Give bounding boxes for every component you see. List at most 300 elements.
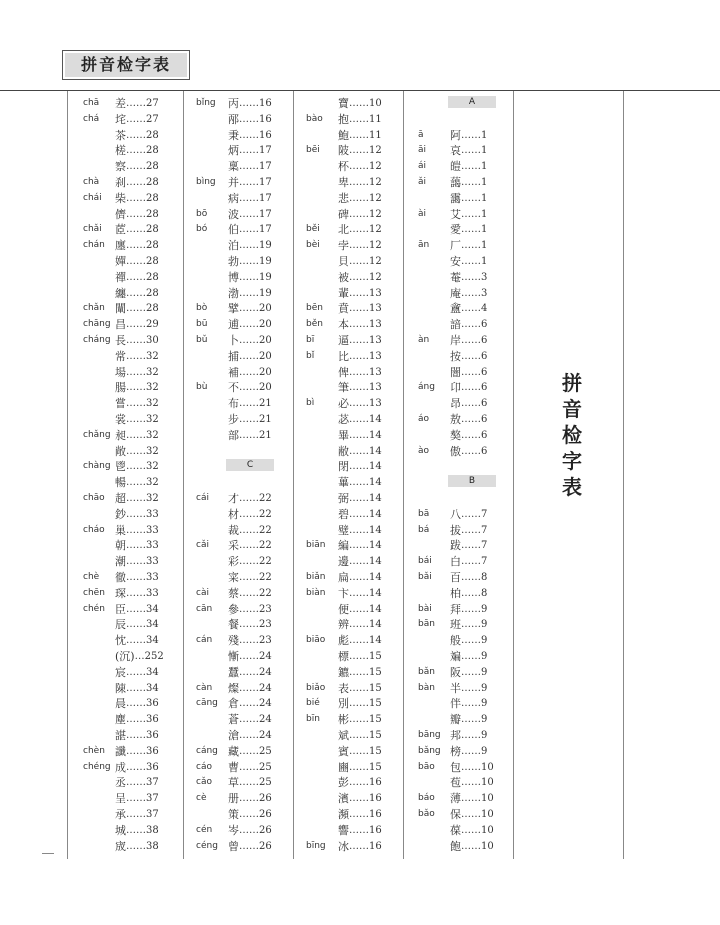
page-number: ……13 bbox=[349, 303, 382, 315]
section-letter: B bbox=[448, 475, 496, 487]
character: 逼 bbox=[338, 334, 349, 347]
page-number: ……34 bbox=[126, 619, 159, 631]
character: 渤 bbox=[228, 286, 239, 300]
page-number: ……3 bbox=[461, 271, 488, 283]
pinyin: chén bbox=[83, 603, 105, 614]
page-number: ……15 bbox=[349, 745, 382, 757]
page-number: ……26 bbox=[239, 824, 272, 836]
page-number: ……9 bbox=[461, 666, 488, 678]
page-number: ……38 bbox=[126, 840, 159, 852]
pinyin: bào bbox=[306, 113, 323, 124]
character: 伯 bbox=[228, 223, 239, 237]
page-number: ……28 bbox=[126, 224, 159, 236]
character: 布 bbox=[228, 397, 239, 411]
page-number: ……6 bbox=[461, 382, 488, 394]
page-number: ……28 bbox=[126, 287, 159, 299]
pinyin: bō bbox=[196, 208, 208, 219]
pinyin: běn bbox=[306, 319, 323, 330]
pinyin: ān bbox=[418, 240, 430, 251]
page-number: ……10 bbox=[461, 840, 494, 852]
page-number: ……14 bbox=[349, 572, 382, 583]
page-number: ……27 bbox=[126, 98, 159, 109]
page-number: ……17 bbox=[239, 208, 272, 220]
page-number: ……14 bbox=[349, 619, 382, 631]
pinyin: cǎi bbox=[196, 540, 209, 551]
character: 餐 bbox=[228, 618, 239, 632]
character: 被 bbox=[338, 270, 349, 284]
page-number: ……12 bbox=[349, 271, 382, 283]
page-number: ……14 bbox=[349, 540, 382, 552]
character: 保 bbox=[450, 808, 461, 821]
page-number: ……4 bbox=[461, 303, 488, 315]
character: 岸 bbox=[450, 334, 461, 347]
page-number: ……10 bbox=[461, 793, 494, 805]
character: (沉) bbox=[115, 650, 135, 663]
character: 慚 bbox=[228, 650, 239, 663]
page-number: ……33 bbox=[126, 540, 159, 552]
page-number: ……32 bbox=[126, 445, 159, 457]
pinyin: báo bbox=[418, 793, 435, 804]
page-number: ……36 bbox=[126, 714, 159, 726]
pinyin: cáng bbox=[196, 745, 218, 756]
character: 蒼 bbox=[228, 713, 239, 727]
character: 菴 bbox=[450, 270, 461, 284]
character: 忱 bbox=[115, 634, 126, 648]
page-number: ……9 bbox=[461, 635, 488, 647]
character: 常 bbox=[115, 349, 126, 363]
page-number: ……23 bbox=[239, 635, 272, 647]
character: 輩 bbox=[338, 286, 349, 300]
page-number: ……8 bbox=[461, 587, 488, 599]
character: 敝 bbox=[338, 444, 349, 458]
column-divider bbox=[623, 91, 624, 859]
pinyin: chá bbox=[83, 113, 100, 124]
page-number: ……22 bbox=[239, 508, 272, 520]
page-number: ……19 bbox=[239, 256, 272, 267]
character: 按 bbox=[450, 349, 461, 363]
pinyin: chéng bbox=[83, 761, 111, 772]
character: 材 bbox=[228, 507, 239, 521]
character: 比 bbox=[338, 349, 349, 363]
pinyin: bàn bbox=[418, 682, 435, 693]
character: 禪 bbox=[115, 270, 126, 284]
character: 安 bbox=[450, 255, 461, 268]
character: 岑 bbox=[228, 823, 239, 837]
character: 藏 bbox=[228, 744, 239, 758]
page-number: ……28 bbox=[126, 129, 159, 141]
character: 曾 bbox=[228, 839, 239, 853]
character: 逋 bbox=[228, 318, 239, 332]
character: 閉 bbox=[338, 460, 349, 474]
page-number: ……21 bbox=[239, 429, 272, 441]
character: 草 bbox=[228, 776, 239, 790]
column-divider bbox=[293, 91, 294, 859]
character: 闇 bbox=[450, 365, 461, 379]
page-number: ……6 bbox=[461, 319, 488, 331]
pinyin: chǎi bbox=[83, 224, 102, 235]
page-number: ……28 bbox=[126, 271, 159, 283]
pinyin: chāng bbox=[83, 319, 111, 330]
pinyin: cháo bbox=[83, 524, 105, 535]
pinyin: bǎi bbox=[418, 572, 432, 582]
page-number: ……36 bbox=[126, 730, 159, 741]
page-number: ……27 bbox=[126, 113, 159, 125]
pinyin: cǎo bbox=[196, 777, 212, 788]
character: 葆 bbox=[450, 823, 461, 837]
page-number: ……28 bbox=[126, 208, 159, 220]
page-number: ……1 bbox=[461, 256, 488, 267]
page-number: ……12 bbox=[349, 161, 382, 173]
character: 昌 bbox=[115, 318, 126, 332]
side-title-char: 音 bbox=[562, 397, 582, 421]
character: 鑣 bbox=[338, 665, 349, 679]
page-number: ……29 bbox=[126, 319, 159, 331]
character: 陳 bbox=[115, 681, 126, 695]
pinyin: chái bbox=[83, 192, 102, 203]
character: 弼 bbox=[338, 492, 349, 505]
page-number: ……32 bbox=[126, 429, 159, 441]
page-number: ……20 bbox=[239, 335, 272, 346]
character: 曹 bbox=[228, 760, 239, 774]
character: 纏 bbox=[115, 286, 126, 300]
page-number: ……13 bbox=[349, 398, 382, 410]
side-title-char: 字 bbox=[562, 449, 582, 473]
character: 垞 bbox=[115, 112, 126, 126]
character: 刹 bbox=[115, 176, 126, 189]
page-number: ……24 bbox=[239, 682, 272, 694]
pinyin: biǎn bbox=[306, 572, 326, 582]
character: 捕 bbox=[228, 349, 239, 363]
page-number: ……32 bbox=[126, 350, 159, 362]
page-number: ……23 bbox=[239, 619, 272, 631]
page-number: ……14 bbox=[349, 524, 382, 536]
page-number: ……14 bbox=[349, 556, 382, 568]
character: 場 bbox=[115, 365, 126, 379]
character: 拔 bbox=[450, 523, 461, 537]
character: 阪 bbox=[450, 665, 461, 679]
character: 寶 bbox=[338, 97, 349, 110]
page-number: ……13 bbox=[349, 350, 382, 362]
character: 殘 bbox=[228, 634, 239, 648]
character: 編 bbox=[338, 539, 349, 553]
character: 表 bbox=[338, 681, 349, 695]
pinyin: bǎo bbox=[418, 809, 435, 819]
page-number: ……17 bbox=[239, 224, 272, 236]
page-number: ……28 bbox=[126, 145, 159, 157]
character: 斌 bbox=[338, 729, 349, 742]
pinyin: bìng bbox=[196, 177, 216, 187]
character: 蓽 bbox=[338, 476, 349, 490]
pinyin: cáo bbox=[196, 761, 212, 772]
pinyin: bǔ bbox=[196, 335, 208, 345]
page-number: ……24 bbox=[239, 698, 272, 710]
page-number: ……14 bbox=[349, 635, 382, 647]
character: 獒 bbox=[450, 428, 461, 442]
section-letter: C bbox=[226, 459, 274, 471]
page-number: ……32 bbox=[126, 414, 159, 425]
character: 晨 bbox=[115, 697, 126, 711]
page-number: ……32 bbox=[126, 477, 159, 489]
page-number: ……9 bbox=[461, 698, 488, 710]
pinyin: bó bbox=[196, 224, 208, 235]
page-number: ……1 bbox=[461, 224, 488, 236]
pinyin: bān bbox=[418, 619, 435, 630]
page-number: ……10 bbox=[349, 98, 382, 109]
side-title bbox=[557, 370, 587, 500]
character: 瀕 bbox=[338, 808, 349, 821]
page-number: ……25 bbox=[239, 745, 272, 757]
page-number: ……33 bbox=[126, 508, 159, 520]
page-number: ……6 bbox=[461, 429, 488, 441]
page-number: ……9 bbox=[461, 682, 488, 694]
character: 苞 bbox=[450, 776, 461, 790]
page-number: ……14 bbox=[349, 493, 382, 504]
page-number: ……16 bbox=[239, 98, 272, 109]
page-number: ……19 bbox=[239, 287, 272, 299]
page-number: ……26 bbox=[239, 793, 272, 805]
page-number: ……20 bbox=[239, 350, 272, 362]
page-number: ……1 bbox=[461, 129, 488, 141]
page-number: ……15 bbox=[349, 682, 382, 694]
character: 辰 bbox=[115, 618, 126, 632]
pinyin: áng bbox=[418, 382, 435, 393]
page-number: ……20 bbox=[239, 303, 272, 315]
character: 半 bbox=[450, 681, 461, 695]
pinyin: cán bbox=[196, 635, 213, 646]
character: 差 bbox=[115, 97, 126, 110]
page-number: ……10 bbox=[461, 809, 494, 820]
page-number: ……17 bbox=[239, 177, 272, 188]
page-number: ……13 bbox=[349, 335, 382, 346]
character: 艾 bbox=[450, 207, 461, 221]
character: 嬋 bbox=[115, 255, 126, 268]
pinyin: cāng bbox=[196, 698, 218, 709]
character: 彪 bbox=[338, 634, 349, 648]
character: 柴 bbox=[115, 191, 126, 205]
pinyin: bǎn bbox=[418, 666, 435, 677]
page-number: ……14 bbox=[349, 477, 382, 489]
page-number: ……21 bbox=[239, 414, 272, 425]
pinyin: chǎng bbox=[83, 429, 111, 440]
character: 邦 bbox=[450, 729, 461, 742]
page-number: ……28 bbox=[126, 192, 159, 204]
pinyin: cè bbox=[196, 793, 207, 804]
page-number: ……15 bbox=[349, 714, 382, 726]
character: 敖 bbox=[450, 413, 461, 426]
pinyin: bǐng bbox=[196, 98, 216, 108]
character: 鈔 bbox=[115, 507, 126, 521]
page-number: ……13 bbox=[349, 382, 382, 394]
page-number: ……7 bbox=[461, 524, 488, 536]
side-title-char: 检 bbox=[562, 423, 582, 447]
character: 畢 bbox=[338, 428, 349, 442]
character: 陂 bbox=[338, 144, 349, 158]
page-number: ……26 bbox=[239, 840, 272, 852]
character: 飽 bbox=[450, 839, 461, 853]
page-number: ……25 bbox=[239, 761, 272, 773]
pinyin: bǎng bbox=[418, 745, 441, 756]
character: 臣 bbox=[115, 602, 126, 616]
character: 白 bbox=[450, 555, 461, 569]
pinyin: cān bbox=[196, 603, 213, 614]
character: 茝 bbox=[115, 223, 126, 237]
character: 朝 bbox=[115, 539, 126, 553]
character: 鬯 bbox=[115, 460, 126, 474]
character: 斒 bbox=[450, 650, 461, 663]
character: 抱 bbox=[338, 112, 349, 126]
pinyin: chèn bbox=[83, 745, 105, 756]
character: 包 bbox=[450, 760, 461, 774]
character: 部 bbox=[228, 428, 239, 442]
page-number: ……9 bbox=[461, 603, 488, 615]
character: 跋 bbox=[450, 539, 461, 553]
page-number: ……32 bbox=[126, 382, 159, 394]
character: 滄 bbox=[228, 729, 239, 742]
page-number: ……11 bbox=[349, 129, 382, 141]
page-number: ……6 bbox=[461, 445, 488, 457]
page-number: ……14 bbox=[349, 603, 382, 615]
character: 本 bbox=[338, 318, 349, 332]
page-number: ……36 bbox=[126, 698, 159, 710]
page-number: ……13 bbox=[349, 287, 382, 299]
character: 皚 bbox=[450, 160, 461, 174]
page-number: ……26 bbox=[239, 809, 272, 820]
pinyin: bī bbox=[306, 335, 315, 345]
pinyin: ā bbox=[418, 129, 424, 140]
character: 阿 bbox=[450, 128, 461, 142]
character: 愛 bbox=[450, 223, 461, 237]
page-number: ……22 bbox=[239, 587, 272, 599]
column-divider bbox=[67, 91, 68, 859]
character: 寀 bbox=[228, 571, 239, 584]
page-number: ……6 bbox=[461, 414, 488, 425]
pinyin: chēn bbox=[83, 587, 105, 598]
pinyin: bù bbox=[196, 382, 208, 393]
character: 采 bbox=[228, 539, 239, 553]
character: 拜 bbox=[450, 602, 461, 616]
character: 宸 bbox=[115, 665, 126, 679]
page-number: ……24 bbox=[239, 651, 272, 662]
pinyin: cài bbox=[196, 587, 209, 598]
page-title: 拼音检字表 bbox=[65, 53, 187, 77]
page-number: ……9 bbox=[461, 651, 488, 662]
character: 柏 bbox=[450, 586, 461, 600]
character: 盦 bbox=[450, 302, 461, 316]
page-number: ……28 bbox=[126, 256, 159, 267]
page-number: ……3 bbox=[461, 287, 488, 299]
pinyin: biāo bbox=[306, 635, 326, 646]
character: 博 bbox=[228, 270, 239, 284]
character: 卬 bbox=[450, 381, 461, 395]
page-number: …252 bbox=[134, 651, 164, 662]
page-number: ……14 bbox=[349, 508, 382, 520]
page-number: ……15 bbox=[349, 730, 382, 741]
page-number: ……34 bbox=[126, 635, 159, 647]
page-number: ……28 bbox=[126, 240, 159, 252]
page-number: ……1 bbox=[461, 192, 488, 204]
column-divider bbox=[183, 91, 184, 859]
page-number: ……22 bbox=[239, 524, 272, 536]
page-number: ……14 bbox=[349, 445, 382, 457]
section-letter: A bbox=[448, 96, 496, 108]
character: 策 bbox=[228, 808, 239, 821]
page-number: ……13 bbox=[349, 319, 382, 331]
character: 俾 bbox=[338, 365, 349, 379]
character: 般 bbox=[450, 634, 461, 648]
character: 琛 bbox=[115, 586, 126, 600]
character: 燦 bbox=[228, 681, 239, 695]
pinyin: chàng bbox=[83, 461, 111, 472]
character: 厂 bbox=[450, 239, 461, 253]
page-number: ……14 bbox=[349, 429, 382, 441]
character: 響 bbox=[338, 823, 349, 837]
pinyin: cái bbox=[196, 493, 209, 503]
character: 彬 bbox=[338, 713, 349, 727]
character: 察 bbox=[115, 160, 126, 174]
pinyin: bài bbox=[418, 603, 432, 614]
character: 裳 bbox=[115, 413, 126, 426]
pinyin: bēn bbox=[306, 303, 323, 314]
page-number: ……12 bbox=[349, 192, 382, 204]
character: 瓣 bbox=[450, 713, 461, 727]
character: 塵 bbox=[115, 713, 126, 727]
page-number: ……34 bbox=[126, 682, 159, 694]
pinyin: biàn bbox=[306, 587, 326, 598]
column-divider bbox=[513, 91, 514, 859]
character: 諶 bbox=[115, 729, 126, 742]
character: 彩 bbox=[228, 555, 239, 569]
page-number: ……17 bbox=[239, 161, 272, 173]
character: 杯 bbox=[338, 160, 349, 174]
pinyin: bò bbox=[196, 303, 208, 314]
pinyin: bāo bbox=[418, 761, 435, 772]
character: 扁 bbox=[338, 571, 349, 584]
character: 伴 bbox=[450, 697, 461, 711]
character: 成 bbox=[115, 760, 126, 774]
page-number: ……6 bbox=[461, 398, 488, 410]
character: 徹 bbox=[115, 571, 126, 584]
pinyin: chǎn bbox=[83, 303, 105, 314]
page-number: ……1 bbox=[461, 240, 488, 252]
character: 册 bbox=[228, 792, 239, 806]
page-number: ……6 bbox=[461, 335, 488, 346]
character: 彭 bbox=[338, 776, 349, 790]
pinyin: chā bbox=[83, 98, 100, 108]
character: 茶 bbox=[115, 128, 126, 142]
page-number: ……24 bbox=[239, 666, 272, 678]
pinyin: àn bbox=[418, 335, 430, 345]
page-number: ……32 bbox=[126, 493, 159, 504]
page-number: ……10 bbox=[461, 761, 494, 773]
character: 嘗 bbox=[115, 397, 126, 411]
character: 卞 bbox=[338, 586, 349, 600]
page-number: ……12 bbox=[349, 145, 382, 157]
page-number: ……9 bbox=[461, 730, 488, 741]
character: 班 bbox=[450, 618, 461, 632]
page-number: ……21 bbox=[239, 398, 272, 410]
page-number: ……20 bbox=[239, 366, 272, 378]
page-number: ……22 bbox=[239, 493, 272, 504]
page-number: ……15 bbox=[349, 698, 382, 710]
character: 倉 bbox=[228, 697, 239, 711]
character: 苾 bbox=[338, 413, 349, 426]
character: 傲 bbox=[450, 444, 461, 458]
character: 薄 bbox=[450, 792, 461, 806]
character: 孛 bbox=[338, 239, 349, 253]
character: 別 bbox=[338, 697, 349, 711]
character: 碧 bbox=[338, 507, 349, 521]
pinyin: bǐ bbox=[306, 350, 315, 361]
